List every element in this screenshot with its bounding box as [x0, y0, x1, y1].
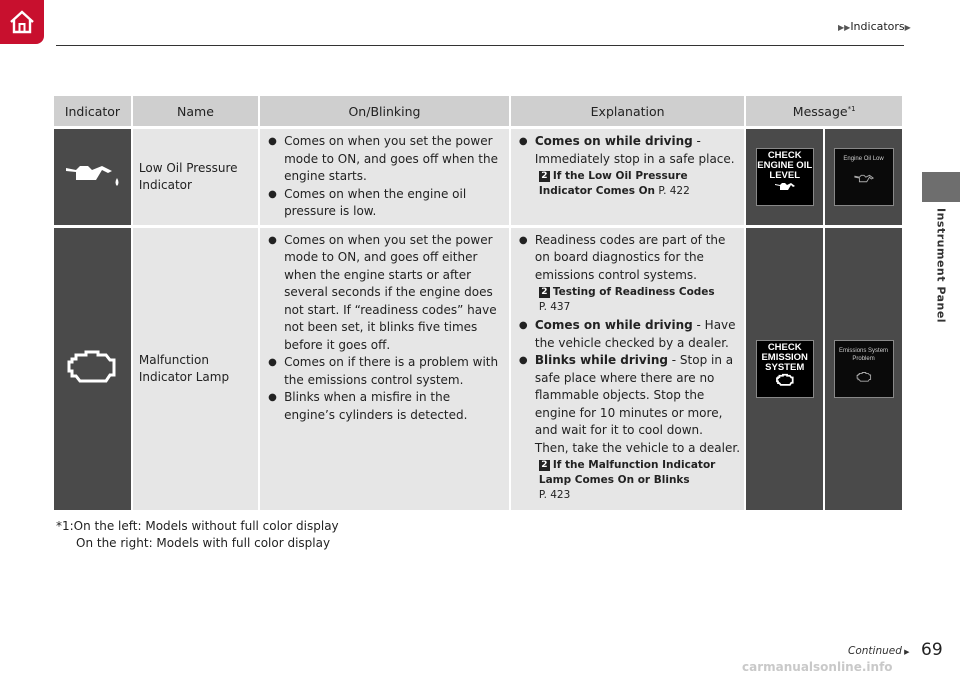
- name-cell: Low Oil Pressure Indicator: [133, 126, 260, 225]
- side-tab-label: Instrument Panel: [934, 208, 948, 324]
- list-item: ● Comes on while driving - Immediately stop in a safe place.: [519, 133, 740, 168]
- list-item: ● Comes on when you set the power mode to ON, and goes off either when the engine starts or after several seconds if the engine does not start. If “readiness codes” have not been set, it blinks five times before it goes off.: [268, 232, 503, 355]
- footnote-line: *1:On the left: Models without full color display: [56, 519, 339, 533]
- reference-icon: 2: [539, 171, 550, 182]
- watermark: carmanualsonline.info: [742, 660, 893, 674]
- message-cell-left: [746, 126, 825, 225]
- message-cell-right: [825, 225, 902, 510]
- message-display-emissions-system-problem: Emissions System Problem: [834, 340, 894, 398]
- explanation-cell: [511, 126, 746, 225]
- on-blinking-cell: [260, 126, 511, 225]
- side-tab-marker[interactable]: [922, 172, 960, 202]
- home-icon: [7, 7, 37, 37]
- header-name: Name: [133, 96, 260, 126]
- list-item: ● Comes on if there is a problem with the emissions control system.: [268, 354, 503, 389]
- on-blinking-cell: [260, 225, 511, 510]
- header-indicator: Indicator: [54, 96, 133, 126]
- list-item: ● Blinks while driving - Stop in a safe place where there are no flammable objects. Stop the engine for 10 minutes or more, and wait for it to cool down. Then, take the vehicle to a dealer.: [519, 352, 740, 457]
- header-explanation: Explanation: [511, 96, 746, 126]
- header-rule: [56, 45, 904, 46]
- indicator-cell: [54, 126, 133, 225]
- list-item: ● Blinks when a misfire in the engine’s cylinders is detected.: [268, 389, 503, 424]
- message-display-check-engine-oil: CHECK ENGINE OIL LEVEL: [756, 148, 814, 206]
- name-cell: Malfunction Indicator Lamp: [133, 225, 260, 510]
- list-item: ● Comes on while driving - Have the vehicle checked by a dealer.: [519, 317, 740, 352]
- check-engine-icon: [855, 371, 873, 383]
- cross-reference-link[interactable]: 2 Testing of Readiness Codes P. 437: [538, 286, 715, 313]
- reference-icon: 2: [539, 460, 550, 471]
- footnote-line: On the right: Models with full color display: [76, 536, 331, 550]
- continued-label: Continued ▶: [848, 645, 910, 657]
- message-cell-left: [746, 225, 825, 510]
- message-cell-right: [825, 126, 902, 225]
- explanation-cell: [511, 225, 746, 510]
- header-message: Message$^{*1}$: [746, 96, 902, 126]
- arrow-right-icon: ▶: [904, 23, 911, 32]
- oil-can-icon: [773, 181, 797, 193]
- arrow-right-icon: ▶▶: [838, 23, 851, 32]
- home-button[interactable]: [0, 0, 44, 44]
- oil-can-icon: [853, 173, 875, 185]
- footnote: [56, 518, 339, 552]
- list-item: ● Readiness codes are part of the on board diagnostics for the emissions control systems.: [519, 232, 740, 285]
- list-item: ● Comes on when you set the power mode to ON, and goes off when the engine starts.: [268, 133, 503, 186]
- indicator-table: [54, 96, 902, 510]
- cross-reference-link[interactable]: 2 If the Malfunction Indicator Lamp Comes On or Blinks P. 423: [538, 459, 716, 501]
- reference-icon: 2: [539, 287, 550, 298]
- indicator-cell: [54, 225, 133, 510]
- header-on-blinking: On/Blinking: [260, 96, 511, 126]
- breadcrumb: [838, 20, 911, 33]
- message-display-check-emission-system: CHECK EMISSION SYSTEM: [756, 340, 814, 398]
- breadcrumb-link-indicators[interactable]: Indicators: [850, 20, 905, 33]
- table-header-row: [54, 96, 902, 126]
- table-row: [54, 225, 902, 510]
- page-number: 69: [921, 640, 943, 660]
- list-item: ● Comes on when the engine oil pressure is low.: [268, 186, 503, 221]
- oil-pressure-icon: [62, 160, 122, 190]
- check-engine-icon: [64, 347, 120, 387]
- cross-reference-link[interactable]: 2 If the Low Oil Pressure Indicator Comes On P. 422: [538, 170, 690, 197]
- message-display-engine-oil-low: Engine Oil Low: [834, 148, 894, 206]
- table-row: [54, 126, 902, 225]
- check-engine-icon: [774, 373, 796, 387]
